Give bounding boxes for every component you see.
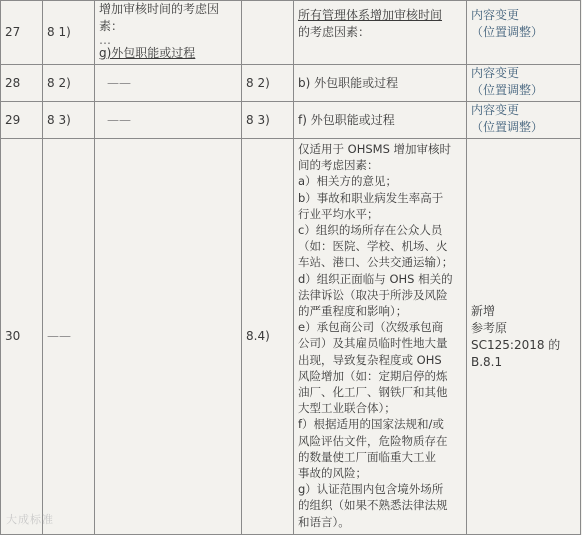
text-line: 风险增加（如：定期启停的炼 (298, 368, 448, 383)
remark-line: SC125:2018 的 (471, 337, 561, 352)
text-line: c）组织的场所存在公众人员 (298, 223, 443, 238)
row-number: 27 (1, 1, 43, 65)
text-line: 的数量使工厂面临重大工业 (298, 449, 436, 464)
remark-line: 内容变更 (471, 66, 520, 80)
watermark: 大成标准 (6, 513, 54, 526)
text-line: 公司）及其雇员临时性地大量 (298, 336, 448, 351)
text-line: 大型工业联合体）； (298, 401, 396, 416)
new-clause: 8.4) (242, 139, 294, 535)
new-text (294, 1, 467, 65)
remark-line: B.8.1 (471, 354, 503, 369)
text-line: 素： (99, 19, 124, 33)
text-line: 间的考虑因素： (298, 158, 379, 173)
text-line: a）相关方的意见； (298, 174, 398, 189)
old-text: —— (95, 65, 242, 102)
row-number: 28 (1, 65, 43, 102)
text-line: 和语言）。 (298, 514, 350, 529)
remark-line: 新增 (471, 303, 496, 318)
text-line: 事故的风险； (298, 466, 367, 481)
text-line: b）事故和职业病发生率高于 (298, 190, 444, 205)
remark (467, 1, 581, 65)
text-line: d）组织正面临与 OHS 相关的 (298, 271, 453, 286)
remark-line: 参考原 (471, 320, 508, 335)
old-clause: —— (43, 139, 95, 535)
table-row (1, 1, 581, 65)
text-line: g）认证范围内包含境外场所 (298, 482, 444, 497)
text-line: e）承包商公司（次级承包商 (298, 320, 444, 335)
text-line: 所有管理体系增加审核时间 (298, 8, 443, 22)
remark-line: （位置调整） (471, 83, 544, 97)
remark (467, 102, 581, 139)
text-line: 仅适用于 OHSMS 增加审核时 (298, 142, 452, 156)
new-text (294, 139, 467, 535)
table-row (1, 65, 581, 102)
text-line: 风险评估文件，危险物质存在 (298, 433, 448, 448)
row-number: 29 (1, 102, 43, 139)
text-line: 出现，导致复杂程度或 OHS (298, 352, 442, 367)
text-line: … (99, 33, 111, 47)
text-line: 行业平均水平； (298, 206, 379, 221)
old-clause: 8 1) (43, 1, 95, 65)
remark-line: （位置调整） (471, 25, 544, 39)
remark-line: 内容变更 (471, 8, 520, 22)
remark (467, 139, 581, 535)
text-line: 车站、港口、公共交通运输）； (298, 255, 454, 270)
text-line: 的严重程度和影响）； (298, 304, 408, 319)
new-text: f) 外包职能或过程 (294, 102, 467, 139)
old-text: —— (95, 102, 242, 139)
remark-line: 内容变更 (471, 103, 520, 117)
text-line: 增加审核时间的考虑因 (99, 2, 220, 16)
text-line: 油厂、化工厂、钢铁厂和其他 (298, 385, 448, 400)
text-line: g)外包职能或过程 (99, 46, 196, 60)
text-line: 的考虑因素： (298, 25, 371, 39)
row-number: 30 (1, 139, 43, 535)
remark-line: （位置调整） (471, 120, 544, 134)
remark (467, 65, 581, 102)
table-row (1, 102, 581, 139)
text-line: 法律诉讼（取决于所涉及风险 (298, 287, 448, 302)
new-text: b) 外包职能或过程 (294, 65, 467, 102)
text-line: f）根据适用的国家法规和/或 (298, 417, 444, 432)
new-clause (242, 1, 294, 65)
old-clause: 8 3) (43, 102, 95, 139)
old-clause: 8 2) (43, 65, 95, 102)
new-clause: 8 2) (242, 65, 294, 102)
text-line: （如：医院、学校、机场、火 (298, 239, 448, 254)
text-line: 的组织（如果不熟悉法律法规 (298, 498, 448, 513)
old-text (95, 139, 242, 535)
new-clause: 8 3) (242, 102, 294, 139)
old-text (95, 1, 242, 65)
table-row (1, 139, 581, 535)
